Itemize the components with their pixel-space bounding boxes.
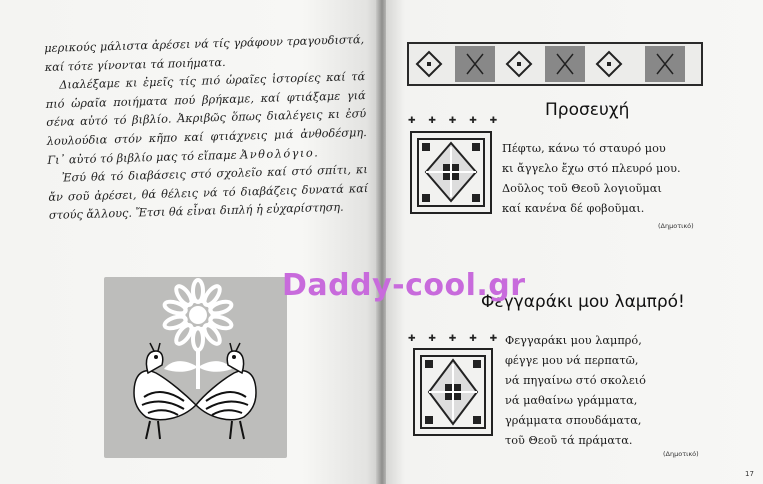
poem-line: νά μαθαίνω γράμματα, — [505, 394, 638, 407]
poem-line: τοῦ Θεοῦ τά πράματα. — [505, 434, 633, 447]
folk-embroidery-ornament — [410, 131, 492, 214]
text-run: μερικούς μάλιστα ἀρέσει νά τίς γράφουν τραγουδιστά, καί τότε γίνονται τά ποιήματα. — [44, 33, 365, 74]
poem-title-moon: Φεγγαράκι μου λαμπρό! — [481, 292, 685, 312]
two-birds-flower-illustration — [104, 277, 287, 458]
poem-line: Πέφτω, κάνω τό σταυρό μου — [502, 142, 666, 155]
paragraph — [48, 161, 369, 226]
text-run: Διαλέξαμε κι ἐμεῖς τίς πιό ὡραῖες ἱστορίες καί τά πιό ὡραῖα ποιήματα πού βρήκαμε, καί φτιάξαμε γιά σένα αὐτό τό βιβλίο. Ἀκριβῶς ὅπως διαλέγεις κι ἐσύ λουλούδια στόν κῆπο καί φτιάχνεις μιά ἀνθοδέσμη. Γι᾽ αὐτό τό βιβλίο μας τό εἴπαμε — [45, 70, 367, 167]
poem-prayer — [502, 139, 681, 219]
ornament-strip: ✚ ✚ ✚ ✚ ✚ — [408, 334, 503, 344]
poem-line: κι ἄγγελο ἔχω στό πλευρό μου. — [502, 162, 681, 175]
intro-text — [44, 31, 369, 226]
poem-title-prayer: Προσευχή — [545, 100, 630, 120]
poem-line: καί κανένα δέ φοβοῦμαι. — [502, 202, 645, 215]
poem-line: νά πηγαίνω στό σκολειό — [505, 374, 646, 387]
page-number: 17 — [745, 470, 754, 478]
poem-line: φέγγε μου νά περπατῶ, — [505, 354, 639, 367]
poem-source: (Δημοτικό) — [658, 222, 694, 230]
ornament-strip: ✚ ✚ ✚ ✚ ✚ — [408, 116, 503, 126]
text-run: Ἐσύ θά τό διαβάσεις στό σχολεῖο καί στό σπίτι, κι ἄν σοῦ ἀρέσει, θά θέλεις νά τό διαβάζεις δυνατά καί στούς ἄλλους. Ἔτσι θά εἶναι διπλή ἡ εὐχαρίστηση. — [48, 163, 369, 223]
poem-line: γράμματα σπουδάματα, — [505, 414, 642, 427]
text-run: . — [313, 145, 318, 160]
poem-source: (Δημοτικό) — [663, 450, 699, 458]
folk-embroidery-ornament — [413, 348, 493, 436]
spaced-word: Ἀνθολόγιο — [239, 146, 315, 162]
poem-line: Δοῦλος τοῦ Θεοῦ λογιοῦμαι — [502, 182, 662, 195]
folk-pattern-banner — [407, 42, 703, 86]
poem-moon — [505, 331, 646, 451]
watermark: Daddy-cool.gr — [282, 268, 526, 303]
paragraph — [45, 68, 367, 170]
poem-line: Φεγγαράκι μου λαμπρό, — [505, 334, 642, 347]
